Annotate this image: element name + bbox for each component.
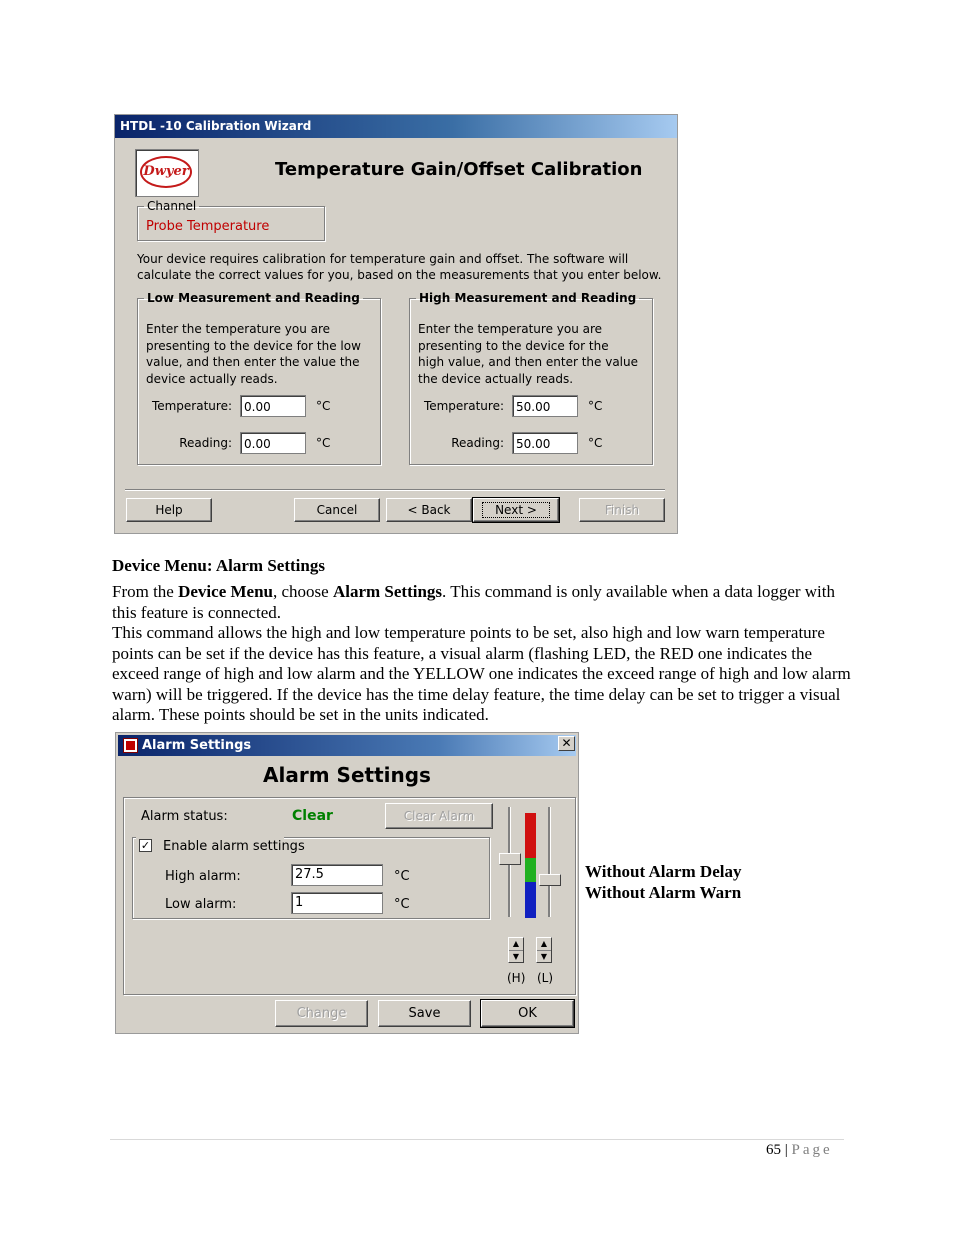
- help-button[interactable]: Help: [126, 498, 212, 522]
- high-spin-control[interactable]: [508, 937, 524, 963]
- alarm-title-text: Alarm Settings: [142, 738, 252, 753]
- high-slider-label: (H): [507, 971, 526, 985]
- low-group-title: Low Measurement and Reading: [147, 291, 360, 305]
- dwyer-logo-text: Dwyer: [140, 156, 192, 188]
- section-heading: Device Menu: Alarm Settings: [112, 556, 325, 575]
- high-reading-unit: °C: [588, 436, 603, 450]
- low-measurement-group: [137, 291, 381, 465]
- save-button[interactable]: Save: [378, 1000, 471, 1027]
- page-separator: |: [784, 1142, 788, 1158]
- clear-alarm-button[interactable]: Clear Alarm: [385, 803, 493, 829]
- para1-part-e: . This command is only available when a data logger with this feature is connected.: [112, 582, 835, 622]
- high-alarm-unit: °C: [394, 869, 410, 884]
- high-alarm-input[interactable]: 27.5: [291, 864, 383, 886]
- high-slider-thumb[interactable]: [499, 853, 521, 865]
- dwyer-logo: [135, 149, 199, 197]
- enable-alarm-checkbox[interactable]: ✓: [140, 839, 151, 852]
- next-button[interactable]: [473, 498, 559, 522]
- high-measurement-group: [409, 291, 653, 465]
- high-reading-input[interactable]: 50.00: [512, 432, 578, 454]
- para1-part-c: , choose: [273, 582, 333, 601]
- alarm-status-label: Alarm status:: [141, 809, 228, 824]
- low-alarm-input[interactable]: 1: [291, 892, 383, 914]
- finish-button[interactable]: Finish: [579, 498, 665, 522]
- wizard-heading: Temperature Gain/Offset Calibration: [275, 159, 643, 180]
- channel-label: Channel: [147, 199, 197, 213]
- wizard-title-bar: HTDL -10 Calibration Wizard: [115, 115, 677, 138]
- next-button-label: Next >: [482, 502, 550, 518]
- enable-alarm-row: [136, 837, 305, 855]
- low-spin-up-icon[interactable]: ▲: [537, 938, 551, 951]
- alarm-title-bar: [118, 735, 576, 756]
- low-temperature-input[interactable]: 0.00: [240, 395, 306, 417]
- low-reading-input[interactable]: 0.00: [240, 432, 306, 454]
- para1-part-a: From the: [112, 582, 179, 601]
- enable-alarm-label: Enable alarm settings: [163, 839, 305, 854]
- high-group-title: High Measurement and Reading: [419, 291, 637, 305]
- paragraph-description: This command allows the high and low temperature points to be set, also high and low warn temperature points can be set if the device has this feature, a visual alarm (flashing LED, the RED one indicates the exceed range of high and low alarm and the YELLOW one indicates the exceed range of high and low alarm warn) will be triggered. If the device has the time delay feature, the time delay can be set to trigger a visual alarm. These points should be set in the units indicated.: [112, 623, 851, 724]
- change-button[interactable]: Change: [275, 1000, 368, 1027]
- wizard-button-separator: [125, 489, 665, 491]
- channel-value: Probe Temperature: [146, 219, 270, 234]
- alarm-settings-window: [115, 732, 579, 1034]
- wizard-description: Your device requires calibration for temperature gain and offset. The software will calculate the correct values for you, based on the measurements that you enter below.: [137, 252, 662, 282]
- cancel-button[interactable]: Cancel: [294, 498, 380, 522]
- high-instructions: Enter the temperature you are presenting to the device for the high value, and then enter the value the device actually reads.: [418, 322, 638, 386]
- low-temperature-label: Temperature:: [151, 399, 232, 413]
- alarm-range-red-high: [525, 813, 536, 858]
- note-without-warn: Without Alarm Warn: [585, 882, 742, 902]
- footer-rule: [110, 1139, 844, 1140]
- high-temperature-input[interactable]: 50.00: [512, 395, 578, 417]
- low-slider-track: [548, 807, 551, 917]
- low-alarm-unit: °C: [394, 897, 410, 912]
- low-spin-control[interactable]: [536, 937, 552, 963]
- alarm-range-green: [525, 858, 536, 882]
- low-alarm-label: Low alarm:: [165, 897, 237, 912]
- high-temperature-label: Temperature:: [423, 399, 504, 413]
- ok-button[interactable]: OK: [481, 1000, 574, 1027]
- low-instructions: Enter the temperature you are presenting to the device for the low value, and then enter the value the device actually reads.: [146, 322, 361, 386]
- app-icon: [123, 738, 138, 753]
- paragraph-availability: [112, 582, 852, 623]
- low-temperature-unit: °C: [316, 399, 331, 413]
- calibration-wizard-window: [114, 114, 678, 534]
- alarm-heading: Alarm Settings: [263, 763, 431, 787]
- high-alarm-label: High alarm:: [165, 869, 241, 884]
- channel-group: [137, 199, 325, 241]
- high-temperature-unit: °C: [588, 399, 603, 413]
- low-reading-label: Reading:: [179, 436, 232, 450]
- alarm-notes: [585, 862, 741, 903]
- low-spin-down-icon[interactable]: ▼: [540, 952, 548, 961]
- alarm-status-value: Clear: [292, 808, 333, 824]
- low-slider-label: (L): [537, 971, 554, 985]
- note-without-delay: Without Alarm Delay: [585, 862, 742, 881]
- alarm-range-blue-low: [525, 882, 536, 918]
- para1-alarm-settings: Alarm Settings: [332, 582, 443, 601]
- close-icon[interactable]: ✕: [558, 736, 575, 751]
- low-slider-thumb[interactable]: [539, 874, 561, 886]
- page-word: Page: [791, 1142, 833, 1158]
- high-reading-label: Reading:: [451, 436, 504, 450]
- back-button[interactable]: < Back: [386, 498, 472, 522]
- para1-device-menu: Device Menu: [178, 582, 273, 601]
- high-spin-up-icon[interactable]: ▲: [509, 938, 523, 951]
- low-reading-unit: °C: [316, 436, 331, 450]
- high-spin-down-icon[interactable]: ▼: [512, 952, 520, 961]
- page-number: 65: [766, 1142, 781, 1158]
- page-footer: [766, 1142, 833, 1159]
